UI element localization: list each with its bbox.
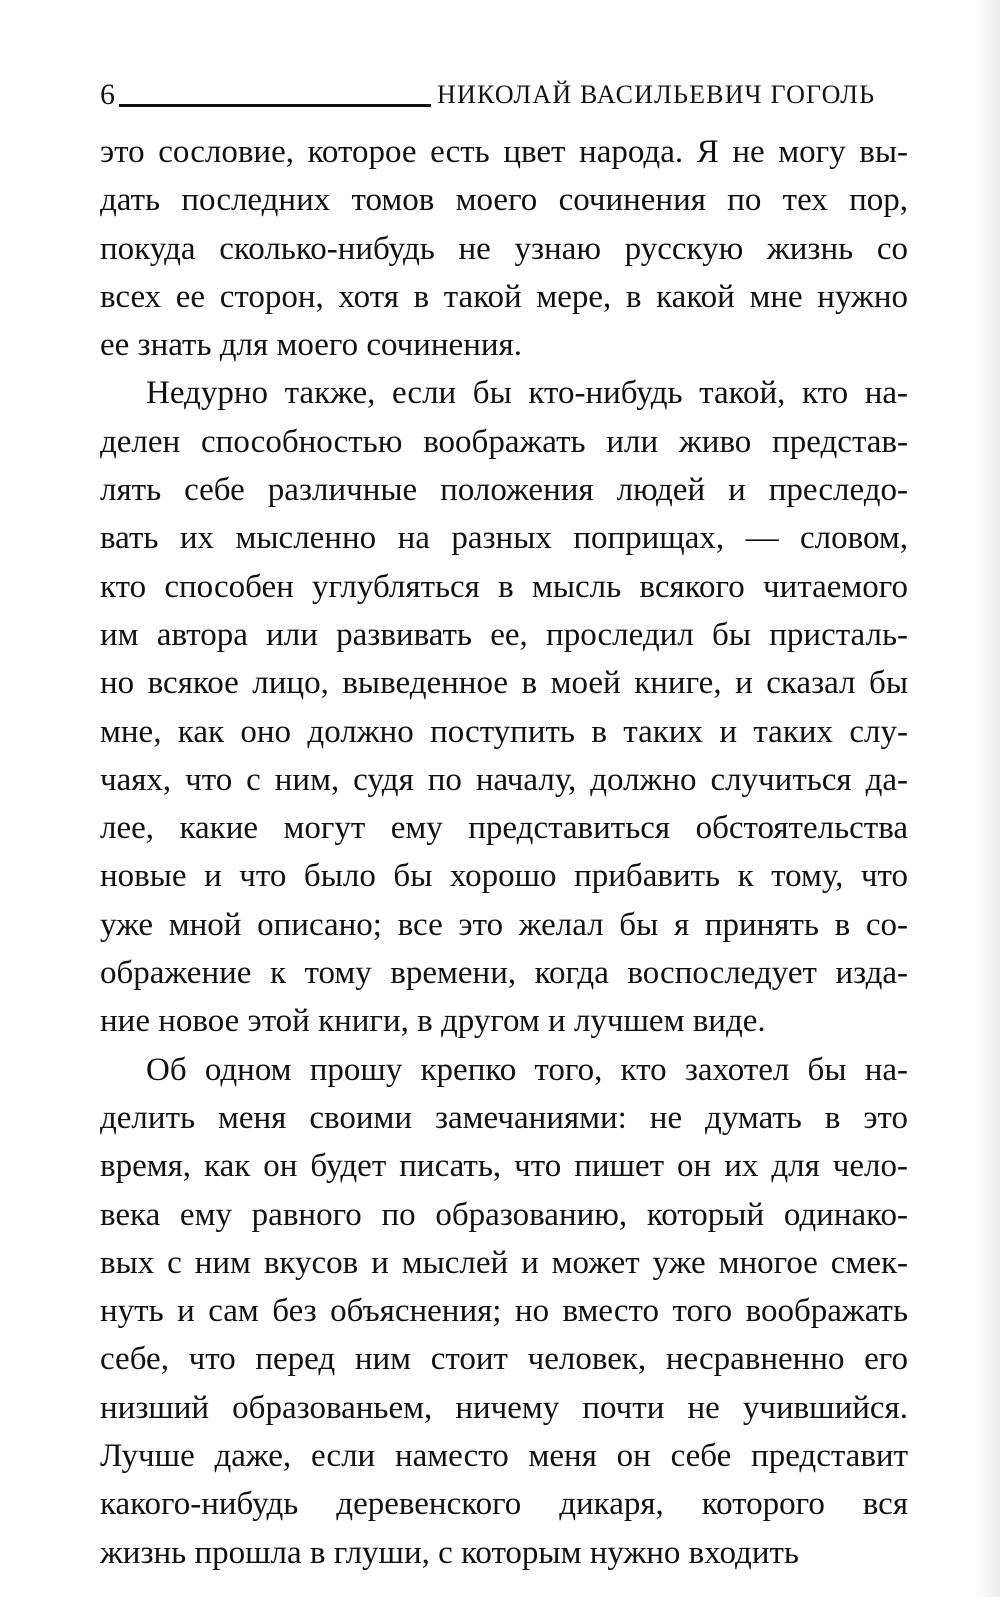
text-line: покуда сколько-нибудь не узнаю русскую жизнь со [100, 230, 908, 267]
text-line: какого-нибудь деревенского дикаря, которого вся [100, 1486, 908, 1523]
text-line: Лучше даже, если наместо меня он себе представит [100, 1438, 908, 1475]
paragraph [100, 128, 908, 369]
text-line: Недурно также, если бы кто-нибудь такой, кто на- [146, 375, 908, 412]
text-line: жизнь прошла в глуши, с которым нужно входить [100, 1534, 799, 1571]
text-line: новые и что было бы хорошо прибавить к тому, что [100, 858, 908, 895]
text-line: это сословие, которое есть цвет народа. Я не могу вы- [100, 134, 908, 170]
body-text [100, 128, 908, 1577]
text-line: лять себе различные положения людей и преследо- [100, 472, 908, 509]
text-line: себе, что перед ним стоит человек, несравненно его [100, 1341, 908, 1378]
header-rule [119, 104, 431, 107]
text-line: но всякое лицо, выведенное в моей книге, и сказал бы [100, 665, 908, 702]
text-line: всех ее сторон, хотя в такой мере, в какой мне нужно [100, 278, 908, 315]
text-line: время, как он будет писать, что пишет он их для чело- [100, 1148, 908, 1185]
text-line: вать их мысленно на разных поприщах, — словом, [100, 520, 908, 557]
paragraph [100, 1046, 908, 1577]
text-line: ние новое этой книги, в другом и лучшем виде. [100, 1003, 766, 1040]
text-line: низший образованьем, ничему почти не учившийся. [100, 1389, 908, 1426]
text-line: делен способностью воображать или живо представ- [100, 423, 908, 460]
page-edge-shadow [974, 0, 1000, 1597]
running-head-title: НИКОЛАЙ ВАСИЛЬЕВИЧ ГОГОЛЬ [437, 80, 876, 109]
text-line: дать последних томов моего сочинения по тех пор, [100, 182, 908, 219]
text-line: лее, какие могут ему представиться обстоятельства [100, 810, 908, 847]
text-line: ображение к тому времени, когда воспоследует изда- [100, 955, 908, 992]
page-number: 6 [100, 78, 115, 111]
text-line: вых с ним вкусов и мыслей и может уже многое смек- [100, 1244, 908, 1281]
text-line: ее знать для моего сочинения. [100, 327, 522, 364]
text-line: века ему равного по образованию, который одинако- [100, 1196, 908, 1233]
text-line: уже мной описано; все это желал бы я принять в со- [100, 906, 908, 943]
text-line: мне, как оно должно поступить в таких и таких слу- [100, 713, 908, 750]
text-line: чаях, что с ним, судя по началу, должно случиться да- [100, 761, 908, 798]
running-head [100, 66, 910, 110]
paragraph [100, 369, 908, 1045]
text-line: Об одном прошу крепко того, кто захотел бы на- [146, 1051, 908, 1088]
text-line: им автора или развивать ее, проследил бы присталь- [100, 616, 908, 653]
text-line: нуть и сам без объяснения; но вместо того воображать [100, 1293, 908, 1330]
text-line: кто способен углубляться в мысль всякого читаемого [100, 568, 908, 605]
text-line: делить меня своими замечаниями: не думать в это [100, 1099, 908, 1136]
